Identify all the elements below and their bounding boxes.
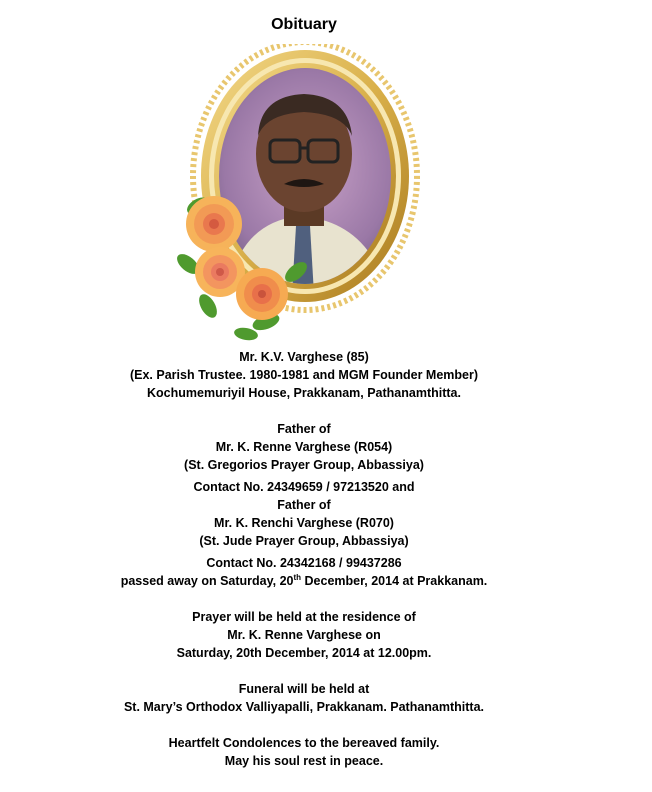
funeral-line-2: St. Mary’s Orthodox Valliyapalli, Prakkanam. Pathanamthitta. <box>123 700 485 714</box>
son2-name: Mr. K. Renchi Varghese (R070) <box>214 516 394 530</box>
page-title: Obituary <box>271 16 337 33</box>
closing-line-1: Heartfelt Condolences to the bereaved family. <box>168 736 440 750</box>
prayer-line-3: Saturday, 20th December, 2014 at 12.00pm. <box>176 646 432 660</box>
passing-prefix: passed away on Saturday, 20 <box>120 574 294 588</box>
passing-sup: th <box>293 572 302 582</box>
deceased-roles: (Ex. Parish Trustee. 1980-1981 and MGM Founder Member) <box>129 368 479 382</box>
obituary-text <box>0 348 608 770</box>
son2-group: (St. Jude Prayer Group, Abbassiya) <box>199 534 409 548</box>
deceased-name: Mr. K.V. Varghese (85) <box>239 350 369 364</box>
deceased-address: Kochumemuriyil House, Prakkanam, Pathanamthitta. <box>147 386 461 400</box>
son1-contact: Contact No. 24349659 / 97213520 and <box>193 480 415 494</box>
closing-line-2: May his soul rest in peace. <box>224 754 384 768</box>
prayer-line-2: Mr. K. Renne Varghese on <box>227 628 381 642</box>
prayer-line-1: Prayer will be held at the residence of <box>192 610 416 624</box>
portrait-image <box>168 44 430 346</box>
son1-group: (St. Gregorios Prayer Group, Abbassiya) <box>184 458 424 472</box>
passing-suffix: December, 2014 at Prakkanam. <box>301 574 488 588</box>
portrait-frame <box>168 44 430 346</box>
son2-contact: Contact No. 24342168 / 99437286 <box>206 556 402 570</box>
funeral-line-1: Funeral will be held at <box>238 682 370 696</box>
son1-name: Mr. K. Renne Varghese (R054) <box>215 440 393 454</box>
son1-relation: Father of <box>277 422 331 436</box>
passing-line <box>0 572 608 590</box>
son2-relation: Father of <box>277 498 331 512</box>
